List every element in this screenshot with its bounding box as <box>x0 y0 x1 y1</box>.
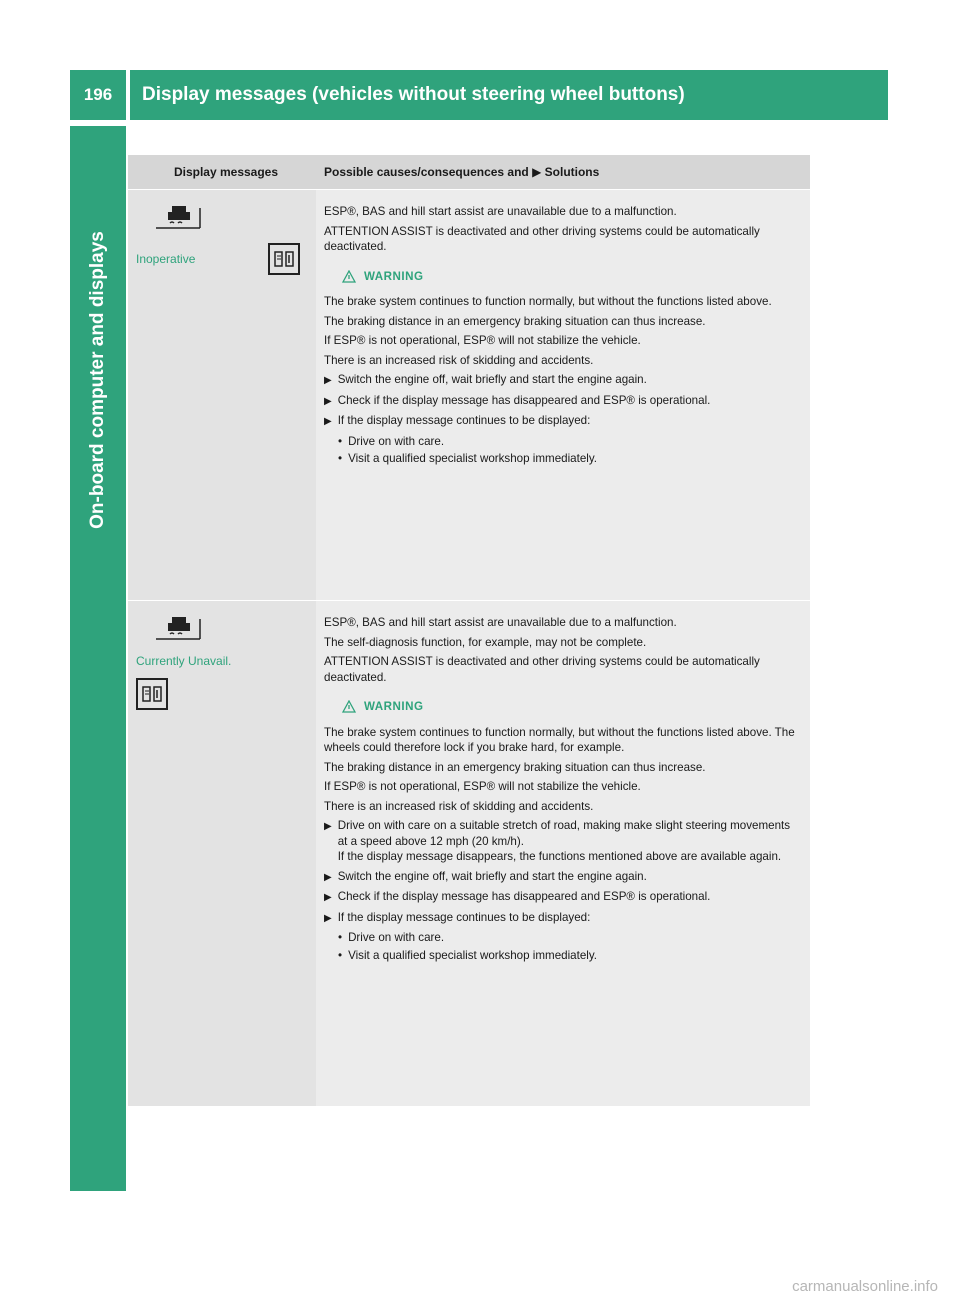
solution-step: ▶ Drive on with care on a suitable stretch of road, making make slight steering movements at a speed above 12 mph (20 km/h). If the display message disappears, the functions mentioned above are available again. <box>324 819 791 863</box>
list-item: • Visit a qualified specialist workshop immediately. <box>338 452 598 465</box>
step-arrow-icon: ▶ <box>324 892 332 903</box>
esp-car-icon <box>152 204 204 230</box>
solution-step: ▶ Switch the engine off, wait briefly and start the engine again. <box>324 372 800 389</box>
warning-text: The braking distance in an emergency braking situation can thus increase. <box>324 760 706 774</box>
warning-heading: WARNING <box>342 699 800 715</box>
message-label: Currently Unavail. <box>136 654 232 668</box>
causes-cell <box>316 601 810 1106</box>
step-arrow-icon: ▶ <box>324 395 332 407</box>
esp-car-icon <box>152 615 204 641</box>
list-item: • Drive on with care. <box>338 931 445 944</box>
warning-text: There is an increased risk of skidding and accidents. <box>324 353 594 367</box>
list-item: • Visit a qualified specialist workshop immediately. <box>338 948 598 962</box>
cause-text: ESP®, BAS and hill start assist are unavailable due to a malfunction. <box>324 205 677 218</box>
solution-step: ▶ Check if the display message has disappeared and ESP® is operational. <box>324 393 800 410</box>
messages-table <box>128 155 810 1106</box>
col-header-messages: Display messages <box>173 165 279 179</box>
warning-triangle-icon <box>342 270 356 283</box>
warning-text: The brake system continues to function normally, but without the functions listed above. The wheels could therefore lock if you brake hard, for example. <box>324 725 795 754</box>
page-number: 196 <box>70 70 126 120</box>
warning-text: The braking distance in an emergency braking situation can thus increase. <box>324 314 706 328</box>
cause-text: ESP®, BAS and hill start assist are unavailable due to a malfunction. <box>324 616 677 629</box>
step-arrow-icon: ▶ <box>324 821 332 832</box>
list-item: • Drive on with care. <box>338 434 445 448</box>
solution-step: ▶ If the display message continues to be displayed: <box>324 413 800 430</box>
table-header <box>128 155 810 189</box>
table-row <box>128 189 810 600</box>
solution-step: ▶ Check if the display message has disappeared and ESP® is operational. <box>324 889 800 906</box>
message-label: Inoperative <box>136 252 196 266</box>
step-arrow-icon: ▶ <box>324 871 332 883</box>
message-cell <box>128 190 316 600</box>
manual-book-icon <box>136 678 168 710</box>
side-tab-label <box>62 200 134 560</box>
col-header-causes: Possible causes/consequences and ▶ Solutions <box>324 165 600 179</box>
warning-text: There is an increased risk of skidding and accidents. <box>324 799 594 813</box>
causes-cell <box>316 190 810 600</box>
side-tab-text: On-board computer and displays <box>87 231 108 529</box>
page-title: Display messages (vehicles without steering wheel buttons) <box>130 70 888 120</box>
step-arrow-icon: ▶ <box>324 912 332 924</box>
table-row <box>128 600 810 1106</box>
manual-book-icon <box>268 243 300 275</box>
warning-heading: WARNING <box>342 269 800 285</box>
message-cell <box>128 601 316 1106</box>
cause-text: The self-diagnosis function, for example, may not be complete. <box>324 635 647 649</box>
step-arrow-icon: ▶ <box>324 375 332 386</box>
warning-triangle-icon <box>342 700 356 713</box>
cause-text: ATTENTION ASSIST is deactivated and other driving systems could be automatically deactivated. <box>324 655 760 684</box>
cause-text: ATTENTION ASSIST is deactivated and other driving systems could be automatically deactivated. <box>324 224 760 253</box>
warning-text: The brake system continues to function normally, but without the functions listed above. <box>324 295 772 308</box>
warning-text: If ESP® is not operational, ESP® will not stabilize the vehicle. <box>324 334 641 347</box>
footer-site: carmanualsonline.info <box>792 1278 938 1295</box>
step-arrow-icon: ▶ <box>324 416 332 427</box>
solution-step: ▶ If the display message continues to be displayed: <box>324 910 800 927</box>
warning-text: If ESP® is not operational, ESP® will not stabilize the vehicle. <box>324 780 641 793</box>
solution-step: ▶ Switch the engine off, wait briefly and start the engine again. <box>324 869 800 886</box>
